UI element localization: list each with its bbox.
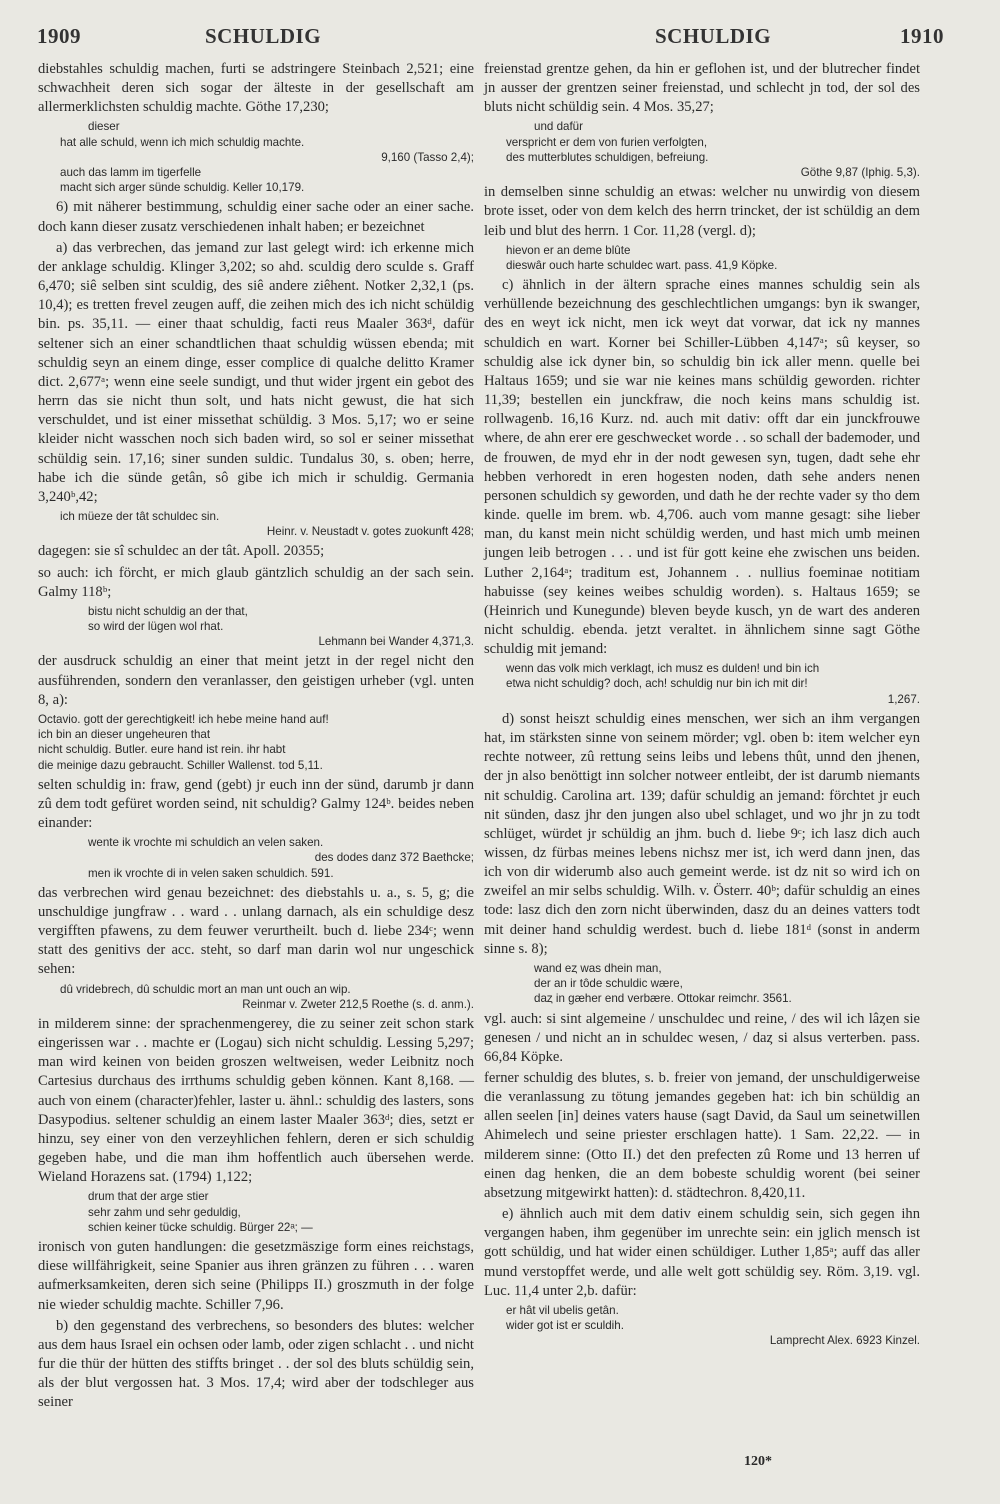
entry-paragraph: diebstahles schuldig machen, furti se adstringere Steinbach 2,521; eine schwachheit deren sich sogar der älteste in der gesellschaft am allermerklichsten schuldig machte. Göthe 17,230;: [38, 61, 474, 116]
quotation-line: so wird der lügen wol rhat.: [88, 620, 224, 634]
entry-paragraph: dagegen: sie sî schuldec an der tât. Apoll. 20355;: [38, 543, 325, 560]
quotation-source: des dodes danz 372 Baethcke;: [314, 851, 474, 865]
quotation-line: dieswâr ouch harte schuldec wart. pass. 41,9 Köpke.: [506, 258, 778, 272]
entry-paragraph: a) das verbrechen, das jemand zur last gelegt wird: ich erkenne mich der anklage schuldig. Klinger 3,202; so ahd. sculdig dero sculde s. Graff 6,470; siê selben sint sculdig, des siê andere ziêhent. Notker 2,32,1 (ps. 10,4); es tretten frevel zeugen auff, die zeihen mich des ich nicht schüldig bin. ps. 35,11. — einer thaat schuldig, facti reus Maaler 363ᵈ, dafür seltener sich an einer schandtlichen thaat schuldig wüssen ebenda; mit schuldig seyn an einem dinge, esser complice di qualche delitto Kramer dict. 2,677ᵃ; wenn eine seele sundigt, und thut wider jrgent ein gebot des herrn das sie nicht thun solt, und hats nicht gewust, die hat sich verschuldet, und ist einer missethat schüldig. 3 Mos. 5,17; wo er seine kleider nicht wasschen noch sich baden wird, so sol er seiner missethat schüldig sein. 17,16; siner sunden suldic. Tundalus 30, s. oben; herre, habe ich die sünde getân, sô gibe ich mich ir schuldig. Germania 3,240ᵇ,42;: [38, 239, 474, 505]
entry-paragraph: vgl. auch: si sint algemeine / unschuldec und reine, / des wil ich lâȥen sie genesen / und nicht an in schuldec wesen, / daȥ si alsus verterben. pass. 66,84 Köpke.: [484, 1010, 920, 1065]
headword-left: SCHULDIG: [205, 24, 322, 48]
quotation-source: Reinmar v. Zweter 212,5 Roethe (s. d. anm.).: [242, 997, 474, 1011]
quotation-line: nicht schuldig. Butler. eure hand ist rein. ihr habt: [38, 743, 286, 757]
quotation-line: wider got ist er sculdih.: [506, 1319, 624, 1333]
quotation-block: [38, 1189, 474, 1235]
quotation-line: macht sich arger sünde schuldig. Keller 10,179.: [60, 181, 305, 195]
quotation-line: dieser: [88, 120, 120, 134]
headword-right: SCHULDIG: [655, 24, 772, 48]
entry-paragraph: selten schuldig in: fraw, gend (gebt) jr euch inn der sünd, darumb jr dann zû dem todt gefüret worden seind, nit schuldig? Galmy 124ᵇ. beides neben einander:: [38, 776, 474, 832]
entry-paragraph: e) ähnlich auch mit dem dativ einem schuldig sein, sich gegen ihn vergangen haben, ihm gegenüber im unrechte sein: ein jglich mensch ist gott schüldig, und hat wider einen schüldiger. Luther 1,85ᵃ; auff das aller mund verstopffet werde, und alle welt gott schüldig sey. Röm. 3,19. vgl. Luc. 11,4 unter 2,b. dafür:: [484, 1206, 920, 1299]
entry-paragraph: freienstad grentze gehen, da hin er geflohen ist, und der blutrecher findet jn ausser der grentzen seiner freienstad, und schlecht jn tod, der sol des bluts nicht schüldig sein. 4 Mos. 35,27;: [484, 61, 920, 116]
quotation-block: [38, 982, 474, 1012]
quotation-source: 9,160 (Tasso 2,4);: [381, 150, 474, 164]
quotation-block: [38, 509, 474, 539]
entry-paragraph: der ausdruck schuldig an einer that meint jetzt in der regel nicht den ausführenden, sondern den veranlasser, den geistigen urheber (vgl. unten 8, a):: [38, 653, 474, 708]
quotation-line: der an ir tôde schuldic wære,: [534, 977, 683, 991]
quotation-block: [38, 835, 474, 881]
entry-paragraph: so auch: ich förcht, er mich glaub gäntzlich schuldig an der sach sein. Galmy 118ᵇ;: [38, 564, 474, 600]
quotation-line: die meinige dazu gebraucht. Schiller Wallenst. tod 5,11.: [38, 758, 323, 772]
quotation-block: [484, 1303, 920, 1349]
quotation-block: [484, 119, 920, 180]
quotation-block: [38, 119, 474, 195]
quotation-line: drum that der arge stier: [88, 1190, 209, 1204]
quotation-line: und dafür: [534, 120, 583, 134]
quotation-line: bistu nicht schuldig an der that,: [88, 604, 248, 618]
quotation-line: des mutterblutes schuldigen, befreiung.: [506, 150, 709, 164]
quotation-line: schien keiner tücke schuldig. Bürger 22ᵃ; —: [88, 1220, 313, 1234]
left-column: [38, 60, 474, 1414]
quotation-line: dû vridebrech, dû schuldic mort an man unt ouch an wip.: [60, 982, 351, 996]
quotation-line: er hât vil ubelis getân.: [506, 1303, 619, 1317]
quotation-line: auch das lamm im tigerfelle: [60, 166, 202, 180]
quotation-source: Lehmann bei Wander 4,371,3.: [318, 635, 474, 649]
quotation-source: Heinr. v. Neustadt v. gotes zuokunft 428;: [266, 525, 474, 539]
quotation-line: etwa nicht schuldig? doch, ach! schuldig nur bin ich mit dir!: [506, 677, 808, 691]
quotation-line: wente ik vrochte mi schuldich an velen saken.: [88, 836, 324, 850]
entry-paragraph: c) ähnlich in der ältern sprache eines mannes schuldig sein als verhüllende bezeichnung des geschlechtlichen umgangs: byn ik swanger, des en weyt ick nicht, men ick weyt dat vorwar, dat ick ny mannes schuldich en wart. Korner bei Schiller-Lübben 4,147ᵃ; sû keyser, so schuldig alse ick dyner bin, so schuldig bin ick aller menn. quelle bei Haltaus 1659; und sie war nie keines mans schüldig geworden. richter 11,39; bestellen ein junckfraw, die noch keins mans schuldig ist. rollwagenb. 16,16 Kurz. nd. auch mit dativ: offt dar ein junckfrouwe where, de ahn erer ere geschwecket worde . . so schall der bademoder, und de frouwen, de myd ehr in der nodt gewesen syn, tugen, dadt sehe ehr hebben verhoredt in eren hogesten noden, dath sehe anders nenen personen schuldich sy geworden, und dath he der rechte vader sy tho dem kinde. quelle im brem. wb. 4,706. auch vom manne gesagt: sihe lieber man, du kanst mein nicht schüldig werden, und hast mich umb meinen jungen leib betrogen . . . und ist für gott keine ehe zwischen uns beiden. Luther 2,164ᵃ; traditum est, Johannem . . nullius foeminae notitiam habuisse (sey keines weibes schuldig worden). s. Haltaus 1659; se (Heinrich und Kunegunde) bleven beyde kusch, yn de wart des anderen nicht schuldig. ebenda. jetzt veraltet. in ähnlichem sinne sagt Göthe schuldig mit jemand:: [484, 277, 920, 658]
quotation-line: verspricht er dem von furien verfolgten,: [506, 135, 708, 149]
entry-paragraph: das verbrechen wird genau bezeichnet: des diebstahls u. a., s. 5, g; die unschuldige jungfraw . . ward . . unlang darnach, als ein schuldige desz vergifften pfawens, zu dem feuwer verurtheilt. buch d. liebe 234ᶜ; wenn statt des genitivs der acc. steht, so darf man darin wol nur ungeschick sehen:: [38, 884, 474, 978]
entry-paragraph: ironisch von guten handlungen: die gesetzmäszige form eines reichstags, diese willfährigkeit, seine Spanier aus ihren gränzen zu führen . . . waren aufmerksamkeiten, deren sich seine (Philipps II.) groszmuth in der folge nie wieder schuldig machte. Schiller 7,96.: [38, 1239, 474, 1313]
page-number-left: 1909: [37, 24, 81, 48]
quotation-line: ich müeze der tât schuldec sin.: [60, 509, 220, 523]
entry-paragraph: ferner schuldig des blutes, s. b. freier von jemand, der unschuldigerweise die veranlassung zu tötung jemandes gegeben hat: ich bin schüldig an allen seelen [in] deines vaters hause (sagt David, da Saul um seinetwillen Ahimelech und seine priester erschlagen hatte). 1 Sam. 22,22. — in milderem sinne: (Otto II.) det den prefecten zû Rome und 13 herren uf einen dag henken, die an dem bobeste schuldig worent (bei seiner absetzung mitgewirkt hatten): d. städtechron. 8,420,11.: [484, 1070, 920, 1201]
entry-paragraph: in milderem sinne: der sprachenmengerey, die zu seiner zeit schon stark eingerissen war . . machte er (Logau) sich nicht schuldig. Lessing 5,297; man wird keinen von beiden groszen weltweisen, weder Leibnitz noch Cartesius durchaus des irrthums schuldig geben können. Kant 8,168. — auch von einem (character)fehler, laster u. ähnl.: schuldig des lasters, sons Dasypodius. seltener schuldig an einem laster Maaler 363ᵈ; dies, setzt er hinzu, sey einer von den verzeyhlichen fehlern, deren er sich schuldig gegeben habe, und die man ihm hoffentlich auch übersehen werde. Wieland Horazens sat. (1794) 1,122;: [38, 1016, 474, 1186]
quotation-line: wenn das volk mich verklagt, ich musz es dulden! und bin ich: [506, 662, 820, 676]
quotation-block: [38, 604, 474, 650]
quotation-block: [484, 961, 920, 1007]
entry-paragraph: in demselben sinne schuldig an etwas: welcher nu unwirdig von diesem brote isset, oder von dem kelch des herrn trincket, der ist schüldig an dem leib und blut des herrn. 1 Cor. 11,28 (vergl. d);: [484, 184, 920, 239]
quotation-line: sehr zahm und sehr geduldig,: [88, 1205, 241, 1219]
quotation-source: 1,267.: [887, 692, 920, 706]
quotation-line: daȥ in gæher end verbære. Ottokar reimchr. 3561.: [534, 992, 792, 1006]
quotation-line: hievon er an deme blûte: [506, 243, 631, 257]
quotation-block: [484, 243, 920, 273]
entry-paragraph: 6) mit näherer bestimmung, schuldig einer sache oder an einer sache. doch kann dieser zusatz verschiedenen inhalt haben; er bezeichnet: [38, 199, 474, 235]
quotation-block: [484, 661, 920, 707]
quotation-block: [38, 712, 474, 773]
quotation-line: ich bin an dieser ungeheuren that: [38, 728, 211, 742]
right-column: [484, 60, 920, 1351]
entry-paragraph: d) sonst heiszt schuldig eines menschen, wer sich an ihm vergangen hat, im stärksten sinne von seinem mörder; vgl. oben b: item welcher eyn rechte notweer, zû rettung seins leibs und lebens thût, unnd den jhenen, der jn also benöttigt inn solcher notweer entleibt, der ist darumb niemants nit schuldig. Carolina art. 139; dafür schuldig an jemand: förchtet jr euch nit sünden, dasz jhr den jungen also ubel schlaget, und wo jhr jn zu todt schlüget, würdet jr schüldig an jhm. buch d. liebe 9ᶜ; ich lasz dich auch wissen, dz fürbas meines lebens nichsz mer ist, ich werd dann jnen, das ich von dir widerumb also auch gemeint werde. ist dz nit so wird ich on zweifel an mir selbs schuldig. Wilh. v. Österr. 40ᵇ; dafür schuldig an eines tode: lasz dich den zorn nicht überwinden, dasz du an deines vatters todt mit deiner hand schuldig werdest. buch d. liebe 181ᵈ (sonst in anderm sinne s. 8);: [484, 710, 920, 957]
entry-paragraph: b) den gegenstand des verbrechens, so besonders des blutes: welcher aus dem haus Israel ein ochsen oder lamb, oder zigen schlacht . . und nicht fur die thür der hütten des stiffts bringet . . der sol des bluts schüldig sein, als der blut vergossen hat. 3 Mos. 17,4; wird aber der todschleger aus seiner: [38, 1317, 474, 1411]
page-number-right: 1910: [900, 24, 944, 48]
quotation-source: Göthe 9,87 (Iphig. 5,3).: [800, 166, 920, 180]
signature-mark: 120*: [744, 1454, 772, 1469]
page-header: [0, 24, 1000, 58]
quotation-line: men ik vrochte di in velen saken schuldich. 591.: [88, 866, 334, 880]
quotation-source: Lamprecht Alex. 6923 Kinzel.: [769, 1334, 920, 1348]
quotation-line: wand eȥ was dhein man,: [534, 961, 662, 975]
quotation-line: Octavio. gott der gerechtigkeit! ich hebe meine hand auf!: [38, 712, 329, 726]
quotation-line: hat alle schuld, wenn ich mich schuldig machte.: [60, 135, 305, 149]
